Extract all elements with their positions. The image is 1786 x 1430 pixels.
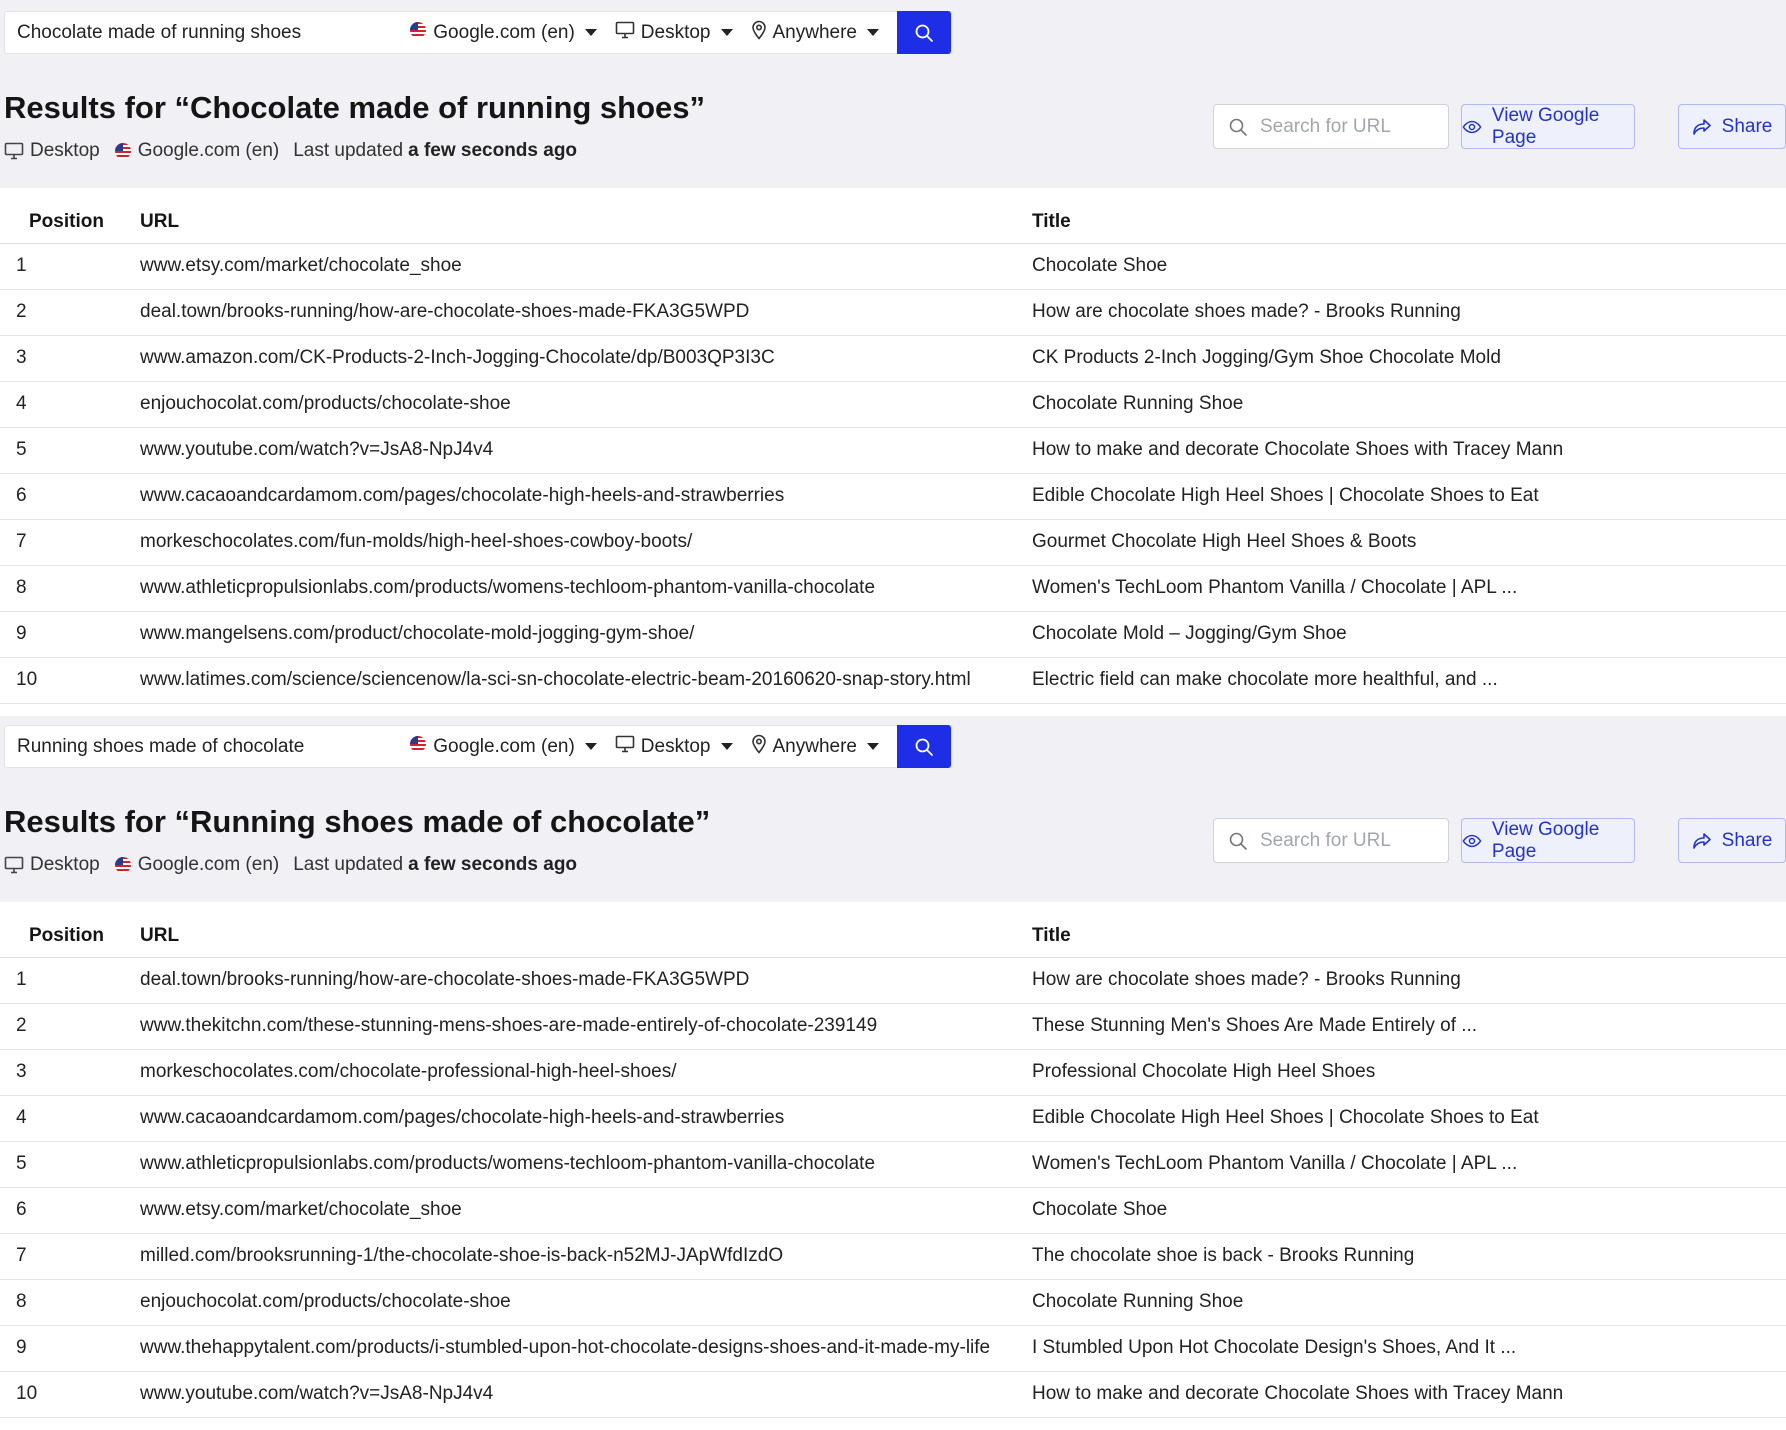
table-row [0,1233,1786,1279]
position-cell: 1 [0,243,140,289]
url-cell[interactable]: morkeschocolates.com/fun-molds/high-heel-shoes-cowboy-boots/ [140,519,1032,565]
caret-down-icon [867,743,879,750]
monitor-icon [615,21,635,45]
results-meta [4,854,577,876]
meta-device-label: Desktop [30,854,100,875]
meta-engine [114,140,280,162]
table-row [0,381,1786,427]
location-selector[interactable] [751,734,880,760]
column-header-title: Title [1032,188,1786,243]
caret-down-icon [585,743,597,750]
table-row [0,1095,1786,1141]
monitor-icon [615,735,635,759]
title-cell: Chocolate Shoe [1032,243,1786,289]
position-cell: 7 [0,519,140,565]
position-cell: 7 [0,1233,140,1279]
caret-down-icon [867,29,879,36]
table-row [0,657,1786,703]
us-flag-icon [114,142,132,160]
position-cell: 4 [0,1095,140,1141]
column-header-position: Position [0,188,140,243]
column-header-title: Title [1032,902,1786,957]
location-pin-icon [751,734,767,760]
table-row [0,289,1786,335]
device-label: Desktop [640,21,711,43]
url-search-box [1213,818,1449,863]
location-selector[interactable] [751,20,880,46]
url-cell[interactable]: www.etsy.com/market/chocolate_shoe [140,1187,1032,1233]
location-label: Anywhere [772,21,857,43]
url-cell[interactable]: deal.town/brooks-running/how-are-chocolate-shoes-made-FKA3G5WPD [140,957,1032,1003]
position-cell: 8 [0,565,140,611]
table-row [0,1003,1786,1049]
table-row [0,565,1786,611]
position-cell: 8 [0,1279,140,1325]
position-cell: 1 [0,957,140,1003]
eye-icon [1462,833,1482,849]
search-engine-selector[interactable] [409,21,597,45]
table-row [0,1325,1786,1371]
position-cell: 5 [0,427,140,473]
url-cell[interactable]: www.cacaoandcardamom.com/pages/chocolate-high-heels-and-strawberries [140,1095,1032,1141]
keyword-search-bar [4,11,952,54]
title-cell: Chocolate Running Shoe [1032,381,1786,427]
meta-engine-label: Google.com (en) [137,854,280,875]
table-row [0,957,1786,1003]
url-cell[interactable]: www.latimes.com/science/sciencenow/la-sci-sn-chocolate-electric-beam-20160620-snap-story.html [140,657,1032,703]
keyword-query-field[interactable]: Chocolate made of running shoes [17,21,302,43]
position-cell: 5 [0,1141,140,1187]
url-cell[interactable]: enjouchocolat.com/products/chocolate-shoe [140,381,1032,427]
position-cell: 3 [0,1049,140,1095]
device-label: Desktop [640,735,711,757]
results-meta [4,140,577,162]
caret-down-icon [585,29,597,36]
results-table-body [0,243,1786,703]
location-label: Anywhere [772,735,857,757]
view-google-page-button[interactable] [1461,818,1635,863]
share-button[interactable] [1678,818,1786,863]
url-cell[interactable]: www.youtube.com/watch?v=JsA8-NpJ4v4 [140,1371,1032,1417]
caret-down-icon [721,743,733,750]
position-cell: 9 [0,611,140,657]
url-cell[interactable]: www.thehappytalent.com/products/i-stumbled-upon-hot-chocolate-designs-shoes-and-it-made-my-life [140,1325,1032,1371]
url-cell[interactable]: www.cacaoandcardamom.com/pages/chocolate-high-heels-and-strawberries [140,473,1032,519]
title-cell: Chocolate Shoe [1032,1187,1786,1233]
position-cell: 4 [0,381,140,427]
position-cell: 6 [0,1187,140,1233]
title-cell: Edible Chocolate High Heel Shoes | Chocolate Shoes to Eat [1032,1095,1786,1141]
us-flag-icon [114,856,132,874]
table-row [0,1279,1786,1325]
url-search-input[interactable] [1260,830,1440,852]
title-cell: Women's TechLoom Phantom Vanilla / Chocolate | APL ... [1032,565,1786,611]
table-row [0,473,1786,519]
meta-engine-label: Google.com (en) [137,140,280,161]
results-table-container [0,188,1786,716]
search-icon [1228,117,1248,137]
keyword-search-bar [4,725,952,768]
search-engine-selector[interactable] [409,735,597,759]
position-cell: 10 [0,1371,140,1417]
title-cell: The chocolate shoe is back - Brooks Running [1032,1233,1786,1279]
title-cell: These Stunning Men's Shoes Are Made Entirely of ... [1032,1003,1786,1049]
title-cell: Gourmet Chocolate High Heel Shoes & Boots [1032,519,1786,565]
position-cell: 2 [0,289,140,335]
title-cell: Professional Chocolate High Heel Shoes [1032,1049,1786,1095]
search-icon [914,737,934,757]
table-header-row [0,188,1786,243]
position-cell: 2 [0,1003,140,1049]
search-engine-label: Google.com (en) [433,735,575,757]
results-table [0,902,1786,1418]
table-row [0,335,1786,381]
last-updated-label: Last updated [293,140,404,161]
keyword-query-field[interactable]: Running shoes made of chocolate [17,735,305,757]
title-cell: Chocolate Running Shoe [1032,1279,1786,1325]
results-title: Results for “Running shoes made of chocolate” [4,804,711,839]
position-cell: 6 [0,473,140,519]
us-flag-icon [409,735,427,759]
device-selector[interactable] [615,21,733,45]
table-row [0,1141,1786,1187]
url-cell[interactable]: www.etsy.com/market/chocolate_shoe [140,243,1032,289]
last-updated-value: a few seconds ago [408,140,578,161]
table-row [0,611,1786,657]
title-cell: I Stumbled Upon Hot Chocolate Design's Shoes, And It ... [1032,1325,1786,1371]
table-row [0,519,1786,565]
search-button[interactable] [897,725,951,768]
view-google-page-button[interactable] [1461,104,1635,149]
meta-device [4,140,100,162]
title-cell: How to make and decorate Chocolate Shoes with Tracey Mann [1032,1371,1786,1417]
meta-device-label: Desktop [30,140,100,161]
results-table-container [0,902,1786,1430]
share-label: Share [1721,115,1773,137]
device-selector[interactable] [615,735,733,759]
share-icon [1692,832,1712,850]
title-cell: How are chocolate shoes made? - Brooks Running [1032,957,1786,1003]
title-cell: Edible Chocolate High Heel Shoes | Chocolate Shoes to Eat [1032,473,1786,519]
position-cell: 3 [0,335,140,381]
us-flag-icon [409,21,427,45]
position-cell: 9 [0,1325,140,1371]
search-button[interactable] [897,11,951,54]
view-google-page-label: View Google Page [1491,104,1600,148]
search-engine-label: Google.com (en) [433,21,575,43]
eye-icon [1462,119,1482,135]
title-cell: How are chocolate shoes made? - Brooks Running [1032,289,1786,335]
url-cell[interactable]: milled.com/brooksrunning-1/the-chocolate-shoe-is-back-n52MJ-JApWfdIzdO [140,1233,1032,1279]
position-cell: 10 [0,657,140,703]
table-row [0,427,1786,473]
share-button[interactable] [1678,104,1786,149]
meta-engine [114,854,280,876]
url-cell[interactable]: www.athleticpropulsionlabs.com/products/womens-techloom-phantom-vanilla-chocolate [140,1141,1032,1187]
monitor-icon [4,142,24,160]
table-header-row [0,902,1786,957]
url-cell[interactable]: www.amazon.com/CK-Products-2-Inch-Jogging-Chocolate/dp/B003QP3I3C [140,335,1032,381]
column-header-url: URL [140,902,1032,957]
last-updated-label: Last updated [293,854,404,875]
last-updated-value: a few seconds ago [408,854,578,875]
monitor-icon [4,856,24,874]
title-cell: Electric field can make chocolate more healthful, and ... [1032,657,1786,703]
url-cell[interactable]: www.mangelsens.com/product/chocolate-mold-jogging-gym-shoe/ [140,611,1032,657]
meta-device [4,854,100,876]
url-cell[interactable]: morkeschocolates.com/chocolate-professional-high-heel-shoes/ [140,1049,1032,1095]
url-cell[interactable]: enjouchocolat.com/products/chocolate-shoe [140,1279,1032,1325]
share-label: Share [1721,829,1773,851]
column-header-url: URL [140,188,1032,243]
title-cell: Women's TechLoom Phantom Vanilla / Chocolate | APL ... [1032,1141,1786,1187]
table-row [0,243,1786,289]
view-google-page-label: View Google Page [1491,818,1600,862]
url-cell[interactable]: www.athleticpropulsionlabs.com/products/womens-techloom-phantom-vanilla-chocolate [140,565,1032,611]
location-pin-icon [751,20,767,46]
url-cell[interactable]: www.thekitchn.com/these-stunning-mens-shoes-are-made-entirely-of-chocolate-239149 [140,1003,1032,1049]
caret-down-icon [721,29,733,36]
results-table-body [0,957,1786,1417]
search-icon [914,23,934,43]
url-search-box [1213,104,1449,149]
url-search-input[interactable] [1260,116,1440,138]
url-cell[interactable]: deal.town/brooks-running/how-are-chocolate-shoes-made-FKA3G5WPD [140,289,1032,335]
title-cell: CK Products 2-Inch Jogging/Gym Shoe Chocolate Mold [1032,335,1786,381]
title-cell: How to make and decorate Chocolate Shoes with Tracey Mann [1032,427,1786,473]
results-title: Results for “Chocolate made of running shoes” [4,90,706,125]
share-icon [1692,118,1712,136]
table-row [0,1371,1786,1417]
column-header-position: Position [0,902,140,957]
table-row [0,1187,1786,1233]
title-cell: Chocolate Mold – Jogging/Gym Shoe [1032,611,1786,657]
url-cell[interactable]: www.youtube.com/watch?v=JsA8-NpJ4v4 [140,427,1032,473]
results-table [0,188,1786,704]
table-row [0,1049,1786,1095]
search-icon [1228,831,1248,851]
